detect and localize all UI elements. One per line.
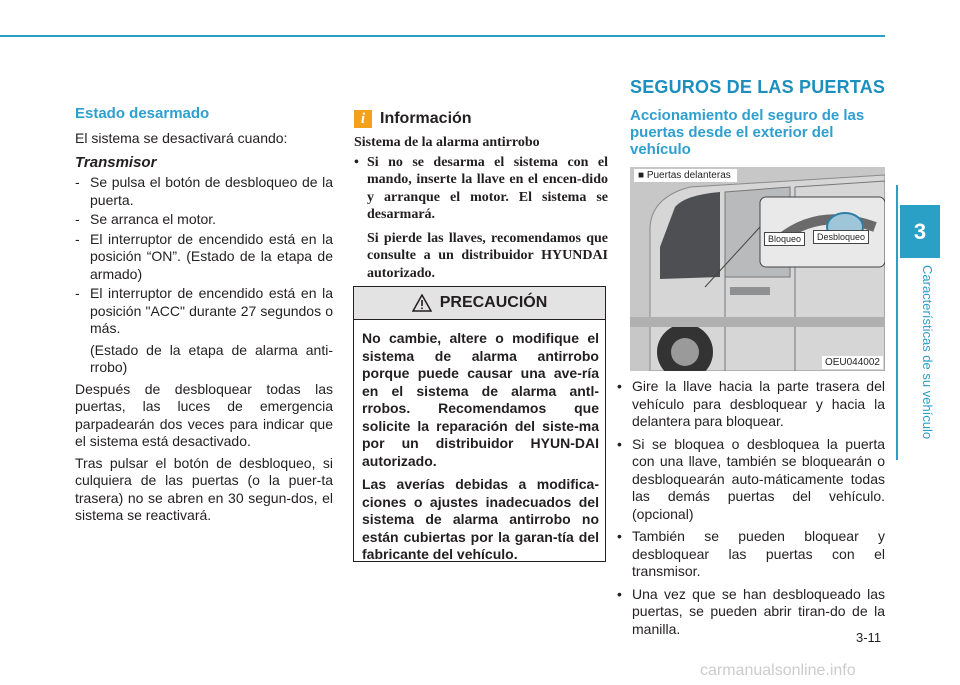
list-item: - Se arranca el motor. <box>75 211 217 227</box>
info-header <box>354 110 608 128</box>
list-item: • Una vez que se han desbloqueado las puertas, se pueden abrir tiran-do de la manilla. <box>617 585 885 637</box>
paragraph: Después de desbloquear todas las puertas, las luces de emergencia parpadearán dos veces para indicar que el sistema está desactivado. <box>75 380 333 449</box>
section-title: SEGUROS DE LAS PUERTAS <box>630 77 886 97</box>
lock-label: Bloqueo <box>764 232 805 246</box>
list-item: - El interruptor de encendido está en la posición "ACC" durante 27 segundos o más. <box>75 285 333 336</box>
caution-paragraph: Las averías debidas a modifica-ciones o ajustes inadecuados del sistema de alarma antirrobo no están cubiertas por la garan-tía del fabricante del vehículo. <box>362 476 599 562</box>
heading-estado-desarmado: Estado desarmado <box>75 105 210 122</box>
image-code: OEU044002 <box>822 356 883 369</box>
door-lock-illustration <box>630 167 885 371</box>
info-title: Información <box>380 110 472 127</box>
watermark: carmanualsonline.info <box>700 662 856 679</box>
intro-text: El sistema se desactivará cuando: <box>75 130 288 146</box>
info-subtitle: Sistema de la alarma antirrobo <box>354 135 540 150</box>
caution-body <box>354 320 605 564</box>
list-item: - Se pulsa el botón de desbloqueo de la puerta. <box>75 174 333 208</box>
list-item: • Si se bloquea o desbloquea la puerta con una llave, también se bloquearán o desbloquearán auto-máticamente todas las demás puertas del vehículo. (opcional) <box>617 435 885 522</box>
van-image <box>630 167 885 371</box>
paragraph: Tras pulsar el botón de desbloqueo, si culquiera de las puertas (o la puer-ta trasera) no se abren en 30 segun-dos, el sistema se reactivará. <box>75 454 333 523</box>
image-caption: ■ Puertas delanteras <box>634 169 737 182</box>
caution-box <box>353 286 606 562</box>
info-bullet: • Si no se desarma el sistema con el mando, inserte la llave en el encen-dido y arranque el motor. El sistema se desarmará. <box>354 154 608 222</box>
caution-title: PRECAUCIÓN <box>439 294 548 311</box>
list-item: • También se pueden bloquear y desbloquear las puertas con el transmisor. <box>617 528 885 579</box>
subheading-transmisor: Transmisor <box>75 153 157 171</box>
warning-icon <box>412 294 432 312</box>
info-icon: i <box>354 110 372 128</box>
info-bullet-cont: Si pierde las llaves, recomendamos que consulte a un distribuidor HYUNDAI autorizado. <box>367 230 608 281</box>
side-rule <box>896 185 898 460</box>
unlock-label: Desbloqueo <box>813 230 869 244</box>
chapter-title: Características de su vehículo <box>920 265 935 440</box>
heading-accionamiento: Accionamiento del seguro de las puertas desde el exterior del vehículo <box>630 107 865 158</box>
top-rule <box>0 35 885 37</box>
caution-header <box>354 287 605 320</box>
page-number: 3-11 <box>856 630 882 645</box>
caution-paragraph: No cambie, altere o modifique el sistema de alarma antirrobo porque puede causar una ave-ría en el sistema de alarma antl-rrobos. Recomendamos que solicite la reparación del siste-ma por un distribuidor HYUN-DAI autorizado. <box>362 330 599 469</box>
col3-bullets <box>617 378 885 638</box>
note-text: (Estado de la etapa de alarma anti-rrobo) <box>90 341 333 375</box>
list-item: - El interruptor de encendido está en la posición “ON”. (Estado de la etapa de armado) <box>75 230 333 282</box>
list-item: • Gire la llave hacia la parte trasera del vehículo para desbloquear y hacia la delantera para bloquear. <box>617 378 885 429</box>
chapter-tab: 3 <box>900 205 940 258</box>
